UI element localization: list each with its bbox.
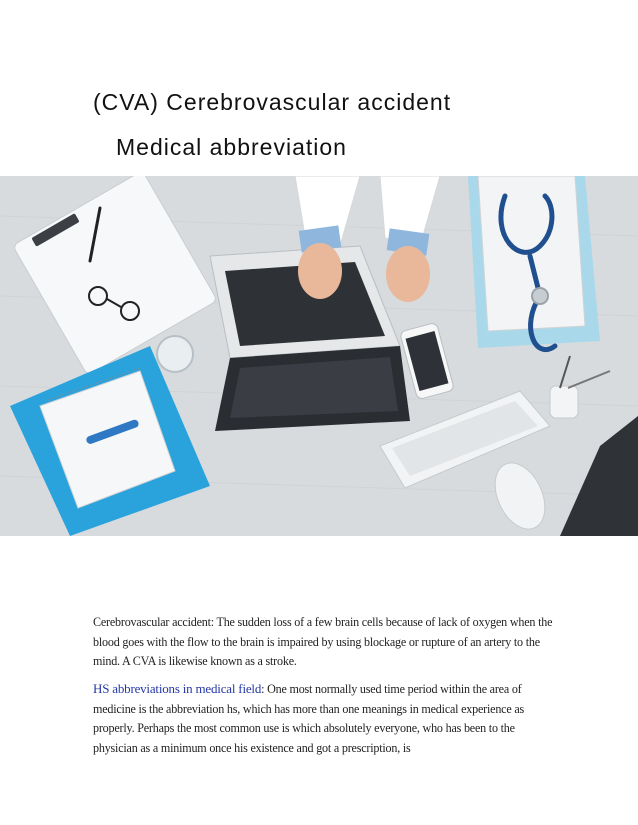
water-glass: [157, 336, 193, 372]
title-line-1: (CVA) Cerebrovascular accident: [93, 89, 452, 115]
hs-abbreviations-link[interactable]: HS abbreviations in medical field: [93, 681, 262, 697]
paragraph-2: [93, 679, 553, 758]
paragraph-2-text: : One most normally used time period within the area of medicine is the abbreviation hs, which has more than one meanings in medical experience as properly. Perhaps the most common use is which absolutely everyone, who has been to the physician as a minimum once his existence and got a prescription, is: [93, 682, 524, 755]
title-line-2: Medical abbreviation: [116, 134, 347, 160]
hero-image: [0, 176, 638, 536]
paragraph-1: Cerebrovascular accident: The sudden loss of a few brain cells because of lack of oxygen when the blood goes with the flow to the brain is impaired by using blockage or rupture of an artery to the mind. A CVA is likewise known as a stroke.: [93, 615, 553, 669]
